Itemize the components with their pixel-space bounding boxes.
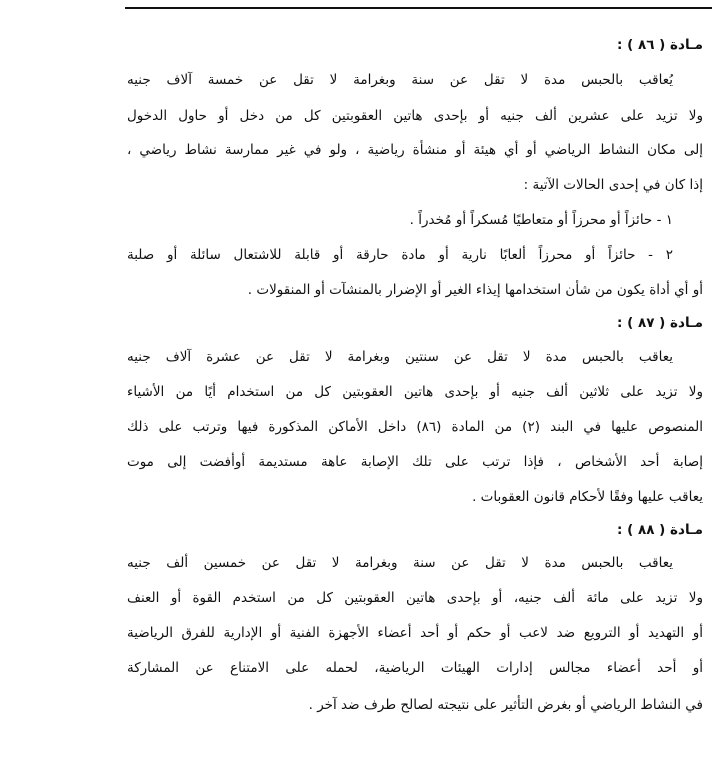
article-88-heading: مـادة ( ٨٨ ) : (617, 522, 703, 538)
text-line: إصابة أحد الأشخاص ، فإذا ترتب على تلك الإصابة عاهة مستديمة أوأفضت إلى موت (127, 454, 703, 470)
text-line: أو التهديد أو الترويع ضد لاعب أو حكم أو أحد أعضاء الأجهزة الفنية أو الإدارية للفرق الرياضية (127, 625, 703, 641)
article-86-heading: مـادة ( ٨٦ ) : (617, 37, 703, 53)
text-line: أو أحد أعضاء مجالس إدارات الهيئات الرياضية، لحمله على الامتناع عن المشاركة (127, 660, 703, 676)
text-line: أو أي أداة يكون من شأن استخدامها إيذاء الغير أو الإضرار بالمنشآت أو المنقولات . (247, 282, 703, 298)
text-line: يعاقب بالحبس مدة لا تقل عن سنة وبغرامة لا تقل عن خمسين ألف جنيه (127, 555, 673, 571)
text-line: ولا تزيد على ثلاثين ألف جنيه أو بإحدى هاتين العقوبتين كل من استخدام أيًا من الأشياء (127, 384, 703, 400)
list-item: ١ - حائزاً أو محرزاً أو متعاطيًا مُسكراً أو مُخدراً . (409, 212, 673, 228)
text-line: في النشاط الرياضي أو بغرض التأثير على نتيجته لصالح طرف ضد آخر . (308, 697, 703, 713)
text-line: ولا تزيد على عشرين ألف جنيه أو بإحدى هاتين العقوبتين كل من دخل أو حاول الدخول (127, 108, 703, 124)
article-87-heading: مـادة ( ٨٧ ) : (617, 315, 703, 331)
text-line: إلى مكان النشاط الرياضي أو أي هيئة أو منشأة رياضية ، ولو في غير ممارسة نشاط رياضي ، (127, 142, 703, 158)
text-line: المنصوص عليها في البند (٢) من المادة (٨٦) داخل الأماكن المذكورة فيها وترتب على ذلك (127, 419, 703, 435)
text-line: يعاقب عليها وفقًا لأحكام قانون العقوبات . (472, 489, 703, 505)
text-line: ولا تزيد على مائة ألف جنيه، أو بإحدى هاتين العقوبتين كل من استخدم القوة أو العنف (127, 590, 703, 606)
text-line: يعاقب بالحبس مدة لا تقل عن سنتين وبغرامة لا تقل عن عشرة آلاف جنيه (127, 349, 673, 365)
top-rule (125, 7, 712, 9)
list-item: ٢ - حائزاً أو محرزاً ألعابًا نارية أو مادة حارقة أو قابلة للاشتعال سائلة أو صلبة (127, 247, 673, 263)
text-line: يُعاقب بالحبس مدة لا تقل عن سنة وبغرامة لا تقل عن خمسة آلاف جنيه (127, 72, 673, 88)
text-line: إذا كان في إحدى الحالات الآتية : (523, 177, 703, 193)
